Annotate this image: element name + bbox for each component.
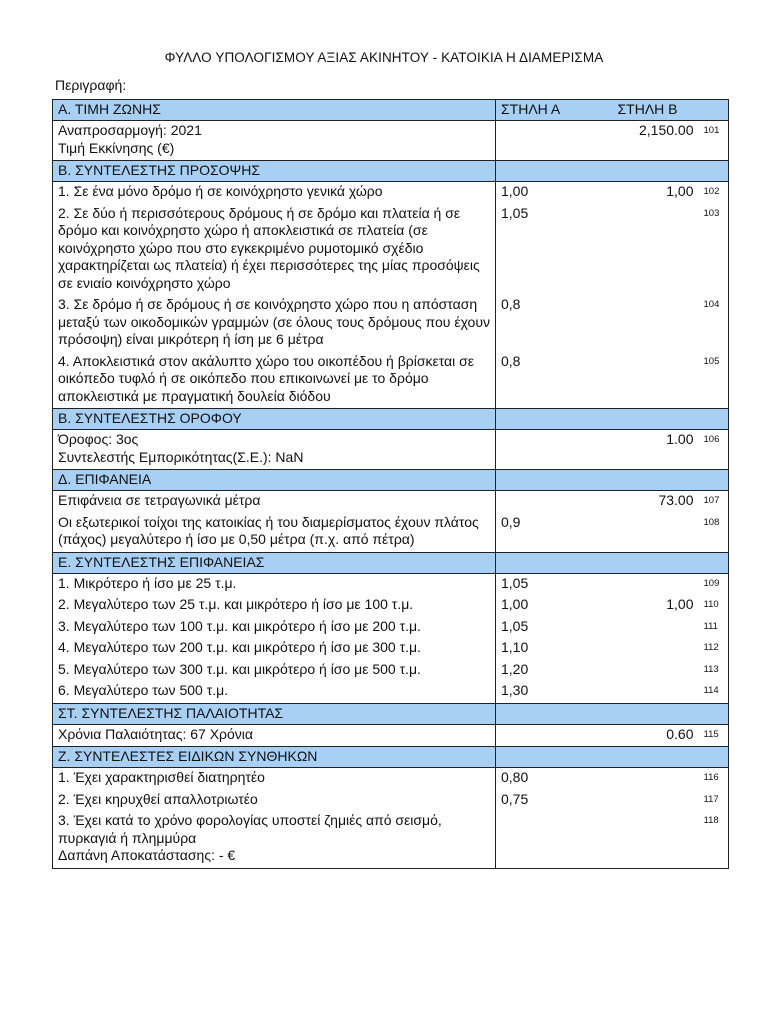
description-label: Περιγραφή: <box>55 77 127 93</box>
row-description: Αναπροσαρμογή: 2021 Τιμή Εκκίνησης (€) <box>53 121 496 161</box>
column-a-header <box>496 747 616 768</box>
column-a-value <box>496 491 616 513</box>
column-b-value <box>616 790 699 812</box>
column-b-value <box>616 638 699 660</box>
table-row <box>53 681 729 703</box>
table-row <box>53 513 729 553</box>
column-a-header <box>496 470 616 491</box>
column-a-header <box>496 703 616 724</box>
row-description: 4. Μεγαλύτερο των 200 τ.μ. και μικρότερο ή ίσο με 300 τ.μ. <box>53 638 496 660</box>
row-code: 106 <box>699 430 729 470</box>
column-b-value <box>616 617 699 639</box>
column-b-value: 73.00 <box>658 492 694 508</box>
row-code: 112 <box>699 638 729 660</box>
column-b-header <box>616 703 699 724</box>
column-b-value: 1,00 <box>666 596 694 612</box>
table-row <box>53 121 729 161</box>
table-row <box>53 182 729 204</box>
column-b-header: ΣΤΗΛΗ Β <box>616 100 699 121</box>
column-b-value <box>616 681 699 703</box>
row-description: 1. Σε ένα μόνο δρόμο ή σε κοινόχρηστο γενικά χώρο <box>53 182 496 204</box>
row-code: 115 <box>699 724 729 747</box>
row-description: 1. Έχει χαρακτηρισθεί διατηρητέο <box>53 768 496 790</box>
column-b-value <box>616 811 699 868</box>
section-header-row <box>53 409 729 430</box>
table-row <box>53 617 729 639</box>
row-code: 118 <box>699 811 729 868</box>
section-header: Β. ΣΥΝΤΕΛΕΣΤΗΣ ΟΡΟΦΟΥ <box>53 409 496 430</box>
row-description: Χρόνια Παλαιότητας: 67 Χρόνια <box>53 724 496 747</box>
section-header: Β. ΣΥΝΤΕΛΕΣΤΗΣ ΠΡΟΣΟΨΗΣ <box>53 161 496 182</box>
row-description: 5. Μεγαλύτερο των 300 τ.μ. και μικρότερο ή ίσο με 500 τ.μ. <box>53 660 496 682</box>
column-a-header <box>496 161 616 182</box>
column-a-header: ΣΤΗΛΗ Α <box>496 100 616 121</box>
row-description: 4. Αποκλειστικά στον ακάλυπτο χώρο του οικοπέδου ή βρίσκεται σε οικόπεδο τυφλό ή σε οικόπεδο που επικοινωνεί με το δρόμο αποκλειστικά με πραγματική δουλεία διόδου <box>53 352 496 409</box>
header-spacer <box>699 100 729 121</box>
column-b-value <box>616 573 699 595</box>
column-b-header <box>616 409 699 430</box>
row-description: 3. Έχει κατά το χρόνο φορολογίας υποστεί ζημιές από σεισμό, πυρκαγιά ή πλημμύρα Δαπάνη Αποκατάστασης: - € <box>53 811 496 868</box>
column-a-value: 1,30 <box>496 681 616 703</box>
column-a-value: 1,05 <box>496 204 616 296</box>
row-code: 105 <box>699 352 729 409</box>
header-spacer <box>699 552 729 573</box>
section-header-row <box>53 703 729 724</box>
section-header: ΣΤ. ΣΥΝΤΕΛΕΣΤΗΣ ΠΑΛΑΙΟΤΗΤΑΣ <box>53 703 496 724</box>
row-code: 117 <box>699 790 729 812</box>
row-description: 3. Σε δρόμο ή σε δρόμους ή σε κοινόχρηστο χώρο που η απόσταση μεταξύ των οικοδομικών γραμμών (σε όλους τους δρόμους που έχουν πρόσοψη) είναι μικρότερη ή ίση με 6 μέτρα <box>53 295 496 352</box>
section-header: Ε. ΣΥΝΤΕΛΕΣΤΗΣ ΕΠΙΦΑΝΕΙΑΣ <box>53 552 496 573</box>
column-a-value <box>496 724 616 747</box>
row-description: 2. Μεγαλύτερο των 25 τ.μ. και μικρότερο ή ίσο με 100 τ.μ. <box>53 595 496 617</box>
table-row <box>53 811 729 868</box>
table-row <box>53 724 729 747</box>
row-code: 108 <box>699 513 729 553</box>
column-b-value <box>616 295 699 352</box>
header-spacer <box>699 703 729 724</box>
row-code: 102 <box>699 182 729 204</box>
row-code: 113 <box>699 660 729 682</box>
column-a-header <box>496 552 616 573</box>
column-b-value <box>616 513 699 553</box>
row-code: 110 <box>699 595 729 617</box>
row-description: 3. Μεγαλύτερο των 100 τ.μ. και μικρότερο ή ίσο με 200 τ.μ. <box>53 617 496 639</box>
column-a-value: 1,00 <box>496 595 616 617</box>
header-spacer <box>699 409 729 430</box>
table-row <box>53 295 729 352</box>
row-code: 103 <box>699 204 729 296</box>
section-header-row <box>53 100 729 121</box>
column-b-value <box>616 204 699 296</box>
column-b-value <box>616 660 699 682</box>
section-header-row <box>53 161 729 182</box>
table-row <box>53 573 729 595</box>
row-code: 107 <box>699 491 729 513</box>
row-code: 114 <box>699 681 729 703</box>
header-spacer <box>699 747 729 768</box>
table-row <box>53 430 729 470</box>
table-row <box>53 204 729 296</box>
row-description: 6. Μεγαλύτερο των 500 τ.μ. <box>53 681 496 703</box>
row-code: 104 <box>699 295 729 352</box>
column-a-value: 0,75 <box>496 790 616 812</box>
table-row <box>53 660 729 682</box>
column-b-header <box>616 552 699 573</box>
table-row <box>53 352 729 409</box>
table-row <box>53 595 729 617</box>
column-b-value: 0.60 <box>666 725 694 742</box>
row-description: 2. Έχει κηρυχθεί απαλλοτριωτέο <box>53 790 496 812</box>
column-a-value <box>496 121 616 161</box>
table-row <box>53 491 729 513</box>
column-a-value: 0,9 <box>496 513 616 553</box>
column-a-value: 0,80 <box>496 768 616 790</box>
column-b-value: 2,150.00 <box>639 122 694 138</box>
column-a-value <box>496 811 616 868</box>
table-row <box>53 790 729 812</box>
section-header: Ζ. ΣΥΝΤΕΛΕΣΤΕΣ ΕΙΔΙΚΩΝ ΣΥΝΘΗΚΩΝ <box>53 747 496 768</box>
row-code: 109 <box>699 573 729 595</box>
column-a-value: 1,00 <box>496 182 616 204</box>
header-spacer <box>699 161 729 182</box>
column-a-value: 1,20 <box>496 660 616 682</box>
column-b-header <box>616 470 699 491</box>
column-a-value: 1,05 <box>496 617 616 639</box>
section-header-row <box>53 470 729 491</box>
section-header-row <box>53 552 729 573</box>
row-code: 111 <box>699 617 729 639</box>
column-a-value: 1,10 <box>496 638 616 660</box>
column-b-value <box>616 352 699 409</box>
column-b-value: 1,00 <box>666 183 694 199</box>
column-b-value: 1.00 <box>666 431 694 447</box>
column-a-value: 0,8 <box>496 352 616 409</box>
row-description: 1. Μικρότερο ή ίσο με 25 τ.μ. <box>53 573 496 595</box>
row-code: 101 <box>699 121 729 161</box>
row-description: Επιφάνεια σε τετραγωνικά μέτρα <box>53 491 496 513</box>
column-b-header <box>616 161 699 182</box>
column-a-value <box>496 430 616 470</box>
column-b-header <box>616 747 699 768</box>
column-a-value: 0,8 <box>496 295 616 352</box>
table-row <box>53 768 729 790</box>
table-row <box>53 638 729 660</box>
row-code: 116 <box>699 768 729 790</box>
column-a-value: 1,05 <box>496 573 616 595</box>
valuation-table <box>52 99 729 869</box>
row-description: Οι εξωτερικοί τοίχοι της κατοικίας ή του διαμερίσματος έχουν πλάτος (πάχος) μεγαλύτερο ή ίσο με 0,50 μέτρα (π.χ. από πέτρα) <box>53 513 496 553</box>
document-title: ΦΥΛΛΟ ΥΠΟΛΟΓΙΣΜΟΥ ΑΞΙΑΣ ΑΚΙΝΗΤΟΥ - ΚΑΤΟΙΚΙΑ Η ΔΙΑΜΕΡΙΣΜΑ <box>164 50 604 65</box>
column-a-header <box>496 409 616 430</box>
header-spacer <box>699 470 729 491</box>
row-description: 2. Σε δύο ή περισσότερους δρόμους ή σε δρόμο και πλατεία ή σε δρόμο και κοινόχρηστο χώρο ή αποκλειστικά σε πλατεία (σε κοινόχρηστο χώρο που στο εγκεκριμένο ρυμοτομικό σχέδιο χαρακτηρίζεται ως πλατεία) ή έχει περισσότερες της μίας προσόψεις σε ενιαίο κοινόχρηστο χώρο <box>53 204 496 296</box>
section-header-row <box>53 747 729 768</box>
column-b-value <box>616 768 699 790</box>
section-header: Δ. ΕΠΙΦΑΝΕΙΑ <box>53 470 496 491</box>
row-description: Όροφος: 3ος Συντελεστής Εμπορικότητας(Σ.Ε.): NaN <box>53 430 496 470</box>
section-header: Α. ΤΙΜΗ ΖΩΝΗΣ <box>53 100 496 121</box>
